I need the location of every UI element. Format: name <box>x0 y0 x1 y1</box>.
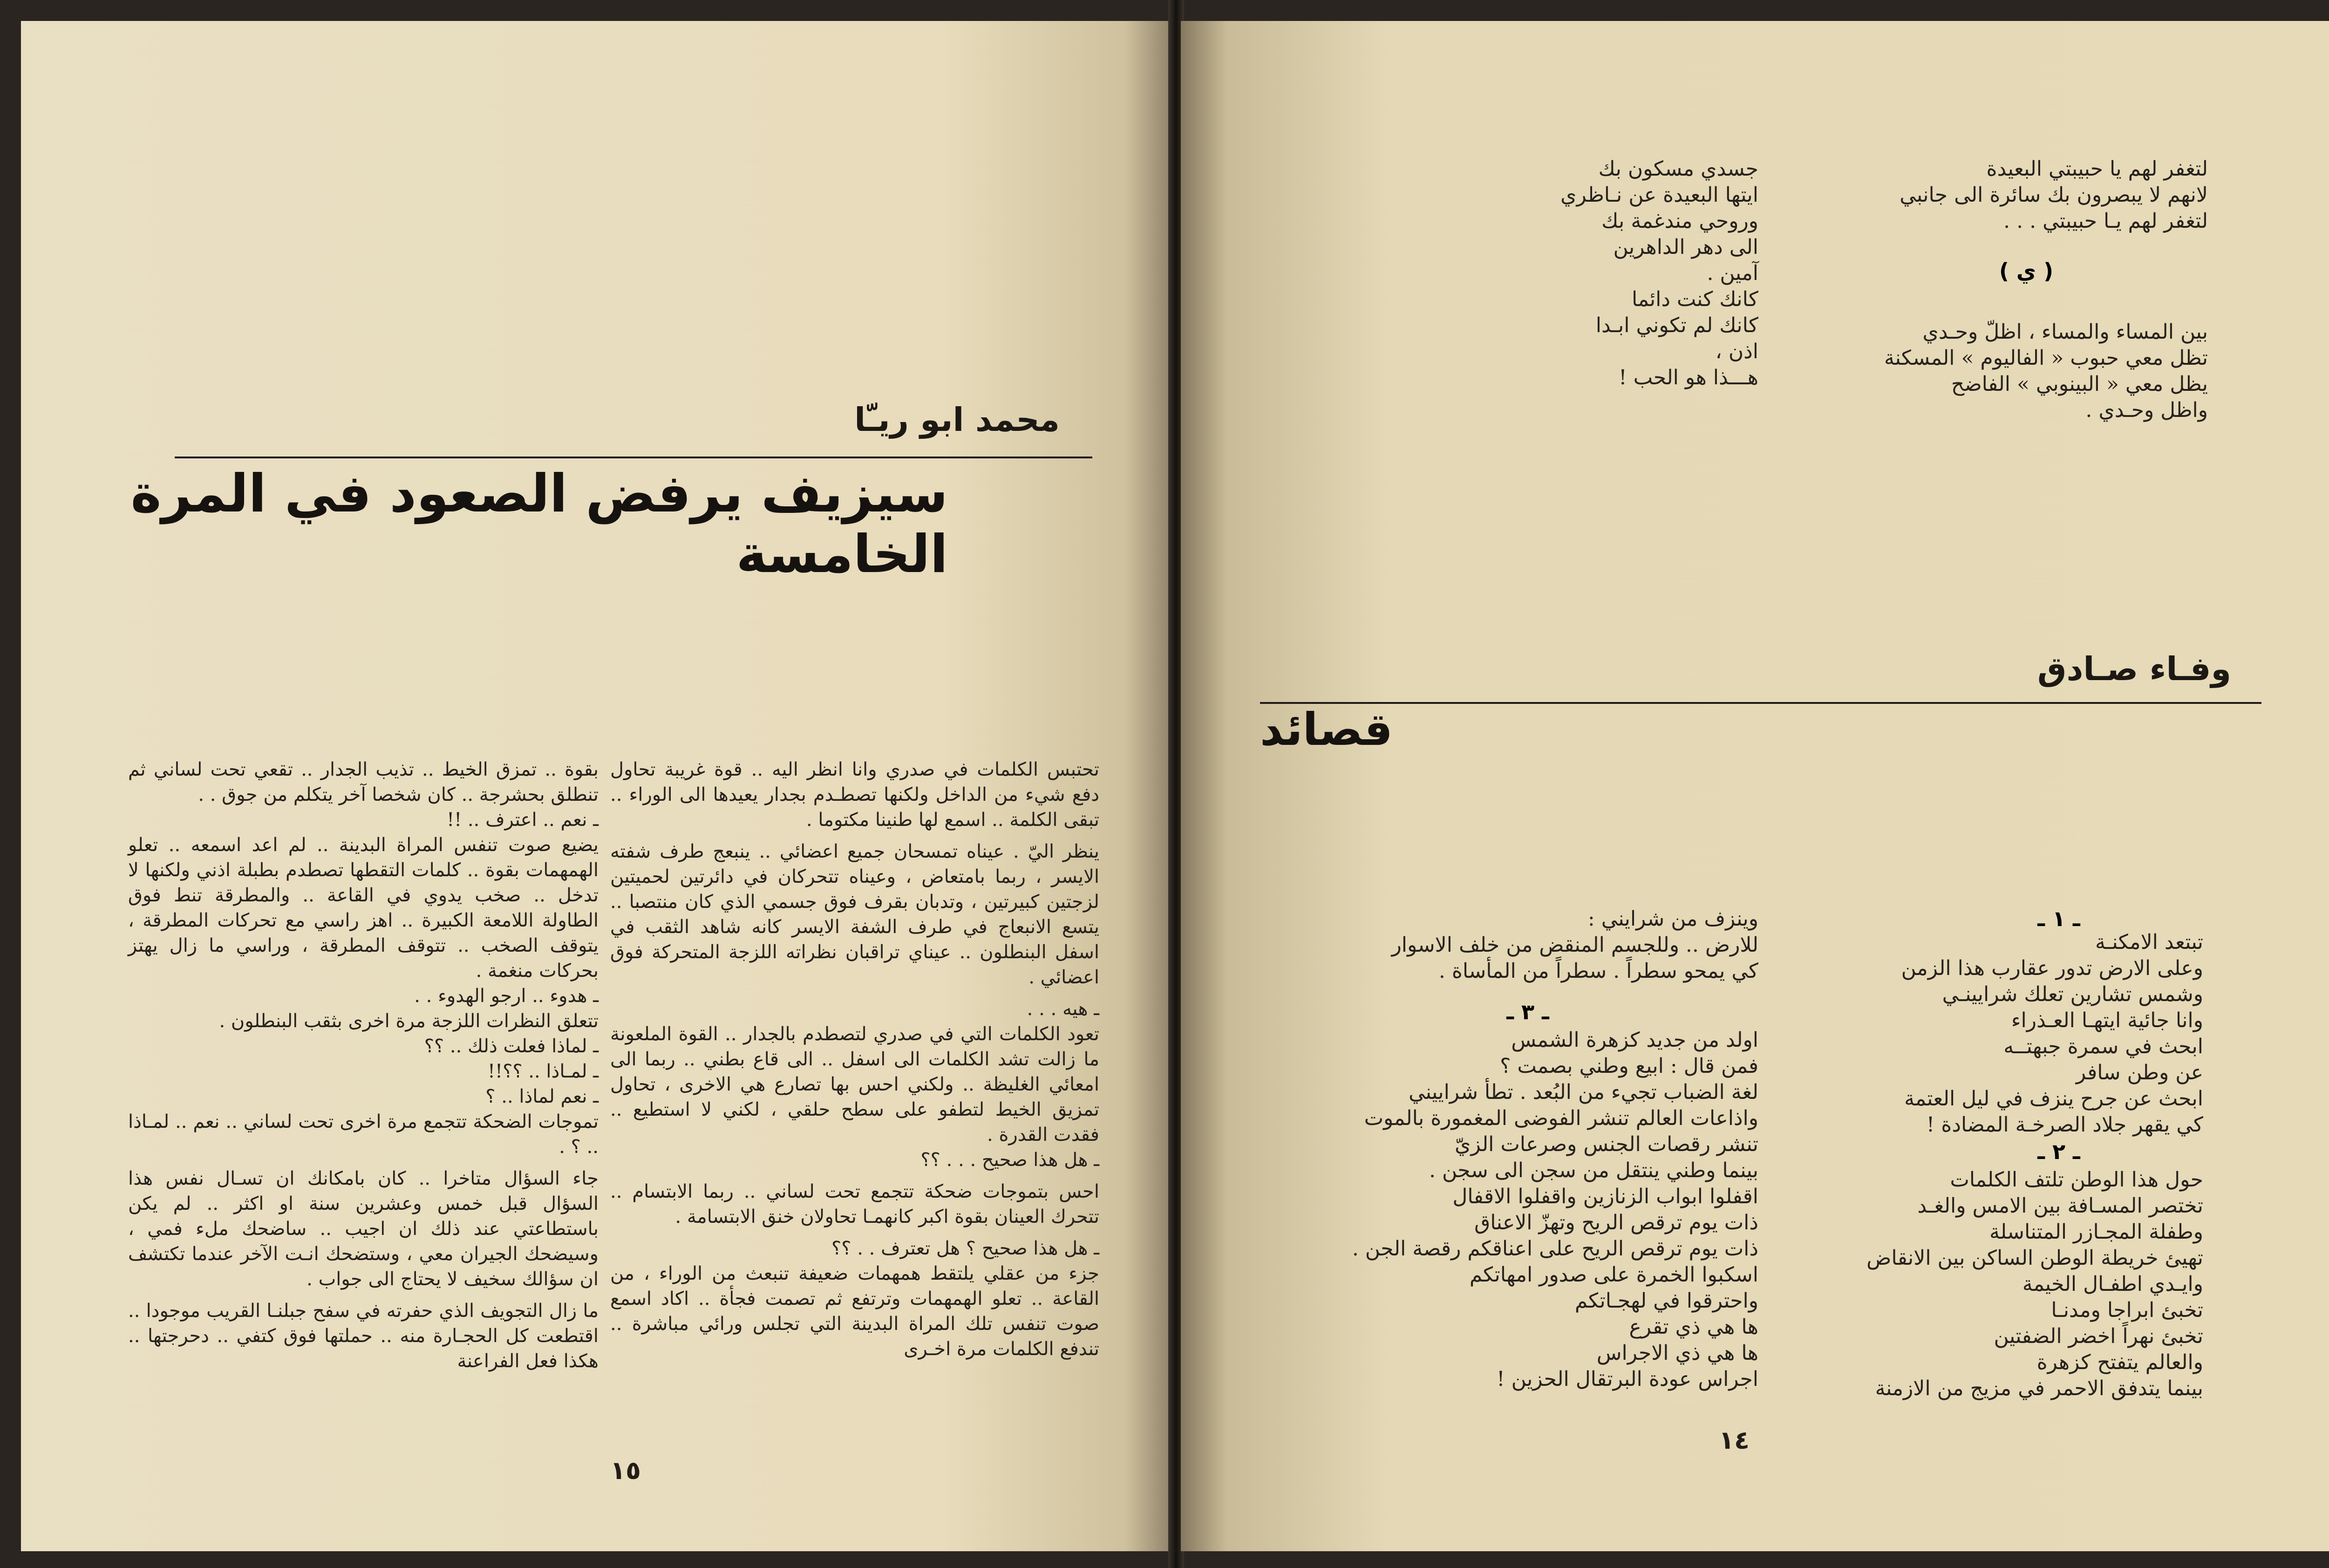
poem-part-marker: ـ ٣ ـ <box>1506 999 1549 1024</box>
section-title: قصائد <box>1260 703 1393 756</box>
page-number: ١٥ <box>610 1456 641 1485</box>
paragraph: ـ هيه . . . <box>1027 998 1099 1020</box>
left-page <box>21 21 1171 1551</box>
paragraph: تتعلق النظرات اللزجة مرة اخرى بثقب البنطلون . <box>219 1010 599 1032</box>
paragraph: ـ هدوء .. ارجو الهدوء . . <box>414 985 599 1007</box>
poem-block: جسدي مسكون بك ايتها البعيدة عن نـاظري وروحي مندغمة بك الى دهر الداهرين آمين . كانك كنت دائما كانك لم تكوني ابـدا اذن ، هـــذا هو الحب ! <box>1560 157 1758 389</box>
poem-block: وينزف من شرايني : للارض .. وللجسم المنقض من خلف الاسوار كي يمحو سطراً . سطراً من المأساة . <box>1391 907 1758 983</box>
left-author: محمد ابو ريـّا <box>854 401 1060 439</box>
paragraph: ينظر اليّ . عيناه تمسحان جميع اعضائي .. ينبعج طرف شفته الايسر ، ربما بامتعاض ، وعيناه تتحركان في دائرتين لحميتين لزجتين كبيرتين ، وتدبان بقرف فوق جسمي الذي كان منتصبا .. يتسع الانبعاج في طرف الشفة الايسر كانه شاهد الثقب في اسفل البنطلون .. عيناي تراقبان نظراته اللزجة المتحركة فوق اعضائي . <box>610 841 1099 988</box>
paragraph: جاء السؤال متاخرا .. كان بامكانك ان تسـال نفس هذا السؤال قبل خمس وعشرين سنة او اكثر .. لم يكن باستطاعتي عند ذلك ان اجيب .. ساضحك ملء فمي ، وسيضحك الجيران معي ، وستضحك انـت الآخر عندما تكتشف ان سؤالك سخيف لا يحتاج الى جواب . <box>128 1168 599 1290</box>
left-headline: سيزيف يرفض الصعود في المرة الخامسة <box>130 464 948 585</box>
paragraph: ما زال التجويف الذي حفرته في سفح جبلنـا القريب موجودا .. اقتطعت كل الحجـارة منه .. حملتها فوق كتفي .. دحرجتها .. هكذا فعل الفراعنة <box>128 1300 599 1372</box>
left-column-right <box>610 757 1099 1362</box>
poem-block: بين المساء والمساء ، اظلّ وحـدي تظل معي حبوب « الفاليوم » المسكنة يظل معي « البينوبي » الفاضح واظل وحـدي . <box>1884 320 2208 422</box>
paragraph: جزء من عقلي يلتقط همهمات ضعيفة تنبعث من الوراء ، من القاعة .. تعلو الهمهمات وترتفع ثم تصمت فجأة .. اكاد اسمع صوت تنفس تلك المراة البدينة التي تجلس ورائي مباشرة .. تندفع الكلمات مرة اخـرى <box>610 1263 1099 1360</box>
paragraph: ـ هل هذا صحيح . . . ؟؟ <box>920 1149 1099 1171</box>
page-number: ١٤ <box>1719 1425 1750 1455</box>
paragraph: تعود الكلمات التي في صدري لتصطدم بالجدار .. القوة الملعونة ما زالت تشد الكلمات الى اسفل .. الى قاع بطني .. ربما الى امعائي الغليظة .. ولكني احس بها تصارع هي الاخرى ، تحاول تمزيق الخيط لتطفو على سطح حلقي ، لكني لا استطيع .. فقدت القدرة . <box>610 1023 1099 1145</box>
paragraph: بقوة .. تمزق الخيط .. تذيب الجدار .. تقعي تحت لساني ثم تنطلق بحشرجة .. كان شخصا آخر يتكلم من جوق . . <box>128 759 599 805</box>
paragraph: ـ نعم لماذا .. ؟ <box>485 1086 599 1107</box>
paragraph: ـ لماذا فعلت ذلك .. ؟؟ <box>424 1036 599 1057</box>
left-headline-rule <box>175 457 1092 458</box>
paragraph: ـ لمـاذا .. ؟؟!! <box>487 1061 599 1082</box>
poem-block: اولد من جديد كزهرة الشمس فمن قال : ابيع وطني بصمت ؟ لغة الضباب تجيء من البُعد . تطأ شراييني واذاعات العالم تنشر الفوضى المغمورة بالموت تنشر رقصات الجنس وصرعات الزيّ بينما وطني ينتقل من سجن الى سجن . اقفلوا ابواب الزنازين واقفلوا الاقفال ذات يوم ترقص الريح وتهزّ الاعناق ذات يوم ترقص الريح على اعناقكم رقصة الجن . اسكبوا الخمرة على صدور امهاتكم واحترقوا في لهجـاتكم ها هي ذي تقرع ها هي ذي الاجراس اجراس عودة البرتقال الحزين ! <box>1352 1028 1758 1391</box>
poem-block: لتغفر لهم يا حبيبتي البعيدة لانهم لا يبصرون بك سائرة الى جانبي لتغفر لهم يـا حبيبتي . . . <box>1900 157 2208 233</box>
right-page <box>1181 21 2329 1551</box>
paragraph: ـ نعم .. اعترف .. !! <box>447 809 599 831</box>
poem-block: حول هذا الوطن تلتف الكلمات تختصر المسـافة بين الامس والغـد وطفلة المجـازر المتناسلة تهيئ خريطة الوطن الساكن بين الانقاض وايـدي اطفـال الخيمة تخبئ ابراجا ومدنـا تخبئ نهراً اخضر الضفتين والعالم يتفتح كزهرة بينما يتدفق الاحمر في مزيج من الازمنة <box>1866 1168 2203 1400</box>
poem-part-marker: ـ ١ ـ <box>2037 906 2080 931</box>
paragraph: تحتبس الكلمات في صدري وانا انظر اليه .. قوة غريبة تحاول دفع شيء من الداخل ولكنها تصطـدم بجدار يعيدها الى الوراء .. تبقى الكلمة .. اسمع لها طنينا مكتوما . <box>610 759 1099 831</box>
poem-marker: ( ي ) <box>1999 259 2054 284</box>
paragraph: احس بتموجات ضحكة تتجمع تحت لساني .. ربما الابتسام .. تتحرك العينان بقوة اكبر كانهمـا تحاولان خنق الابتسامة . <box>610 1181 1099 1227</box>
right-author: وفـاء صـادق <box>2037 650 2231 688</box>
left-column-left <box>128 757 599 1374</box>
paragraph: تموجات الضحكة تتجمع مرة اخرى تحت لساني .. نعم .. لمـاذا .. ؟ . <box>128 1111 599 1158</box>
poem-part-marker: ـ ٢ ـ <box>2037 1139 2080 1164</box>
paragraph: يضيع صوت تنفس المراة البدينة .. لم اعد اسمعه .. تعلو الهمهمات بقوة .. كلمات التقطها تصطدم بطبلة اذني ولكنها لا تدخل .. صخب يدوي في القاعة .. والمطرقة تنط فوق الطاولة اللامعة الكبيرة .. اهز راسي مع تحركات المطرقة ، يتوقف الصخب .. تتوقف المطرقة ، وراسي ما زال يهتز بحركات منغمة . <box>128 834 599 982</box>
paragraph: ـ هل هذا صحيح ؟ هل تعترف . . ؟؟ <box>831 1238 1099 1259</box>
poem-block: تبتعد الامكنـة وعلى الارض تدور عقارب هذا الزمن وشمس تشارين تعلك شرايينـي وانا جائية ايتهـا العـذراء ابحث في سمرة جبهتــه عن وطن سافر ابحث عن جرح ينزف في ليل العتمة كي يقهر جلاد الصرخـة المضادة ! <box>1901 930 2203 1137</box>
